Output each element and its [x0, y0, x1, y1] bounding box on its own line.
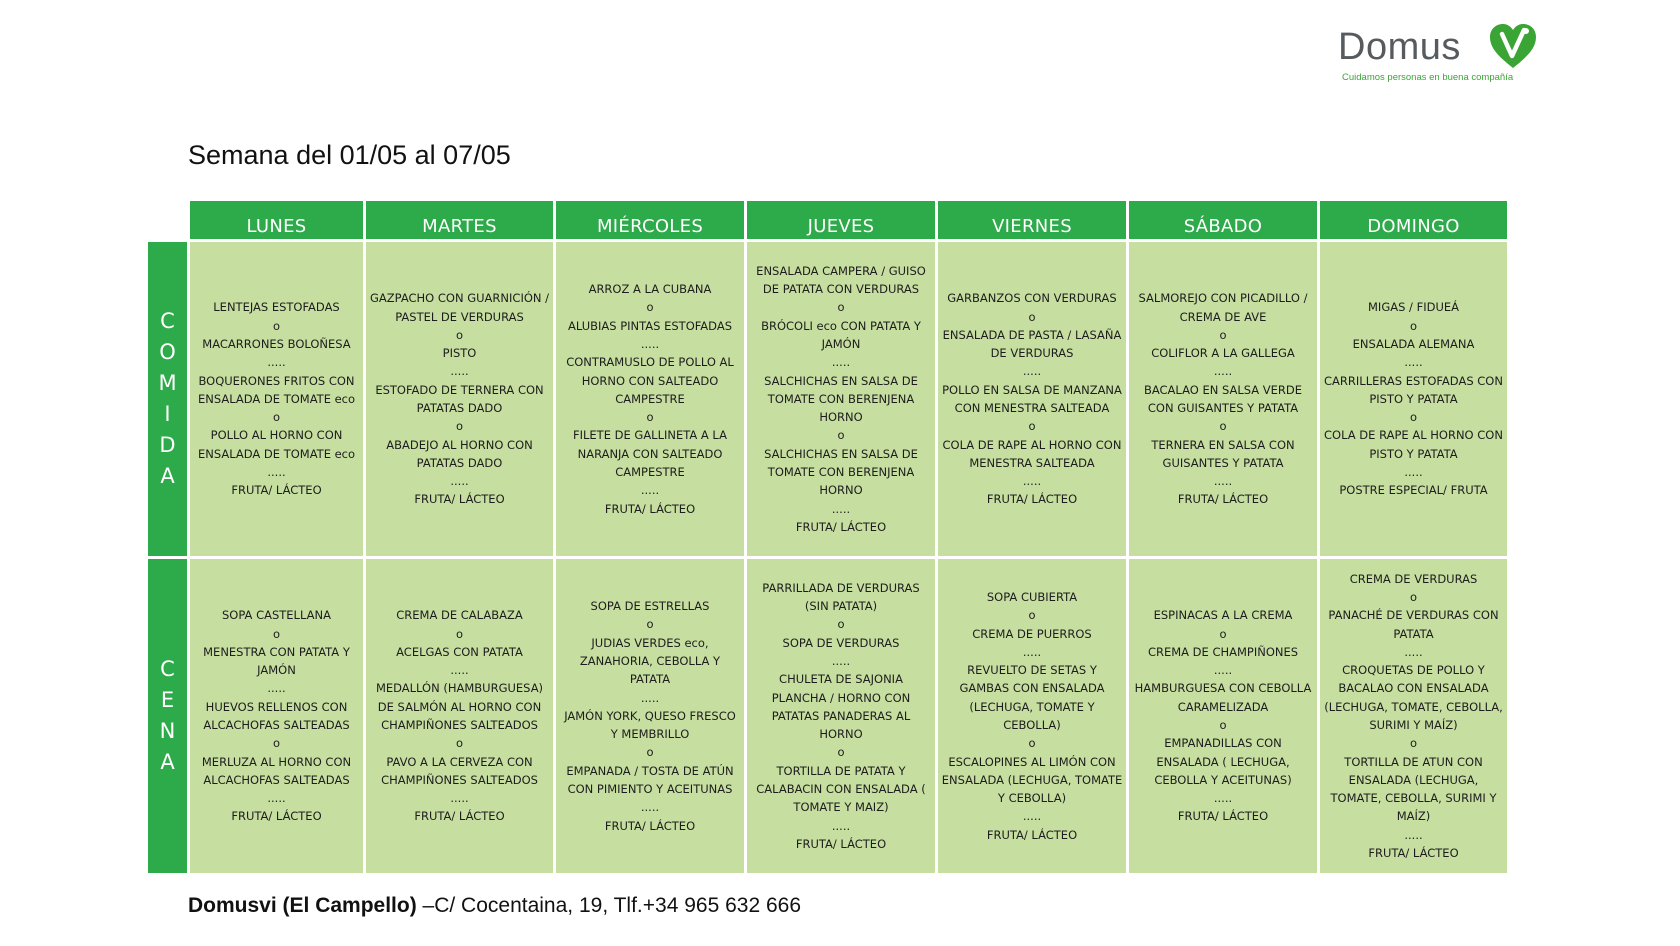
dish-line: FRUTA/ LÁCTEO — [414, 809, 505, 824]
dish-line: FRUTA/ LÁCTEO — [1177, 809, 1269, 824]
dish-line: o — [837, 300, 845, 315]
dish-line: FRUTA/ LÁCTEO — [604, 818, 696, 833]
meal-label-letter: E — [160, 688, 175, 712]
dish-line: SALCHICHAS EN SALSA DE TOMATE CON BERENJENA HORNO — [764, 446, 918, 498]
dish-line: GAZPACHO CON GUARNICIÓN / PASTEL DE VERDURAS — [369, 291, 550, 324]
dish-line: POLLO EN SALSA DE MANZANA CON MENESTRA SALTEADA — [942, 382, 1122, 415]
dish-line: o — [455, 327, 464, 342]
dish-line: ..... — [640, 336, 660, 351]
dish-line: o — [1028, 736, 1036, 751]
logo-tagline: Cuidamos personas en buena compañía — [1342, 72, 1514, 83]
dish-line: ..... — [450, 791, 469, 806]
dish-line: ALUBIAS PINTAS ESTOFADAS — [568, 318, 732, 333]
dish-line: ..... — [831, 653, 851, 668]
meal-label-letter: C — [160, 309, 175, 333]
dish-line: SALMOREJO CON PICADILLO / CREMA DE AVE — [1138, 291, 1308, 324]
footer-center-name: Domusvi (El Campello) — [188, 894, 417, 917]
dish-line: ..... — [1404, 465, 1423, 480]
dish-line: o — [646, 745, 654, 760]
dish-line: CREMA DE CALABAZA — [396, 608, 523, 623]
dish-line: ..... — [1022, 474, 1042, 489]
dish-line: o — [837, 617, 845, 632]
day-header-4: VIERNES — [937, 200, 1128, 241]
dish-line: POLLO AL HORNO CON ENSALADA DE TOMATE eco — [197, 428, 356, 461]
dish-line: ..... — [450, 663, 469, 678]
heart-logo-icon — [1488, 22, 1538, 70]
dish-line: EMPANADA / TOSTA DE ATÚN CON PIMIENTO Y ACEITUNAS — [566, 763, 734, 797]
dish-line: ..... — [267, 465, 286, 480]
dish-line: FILETE DE GALLINETA A LA NARANJA CON SALTEADO CAMPESTRE — [573, 428, 727, 480]
dish-line: o — [1219, 419, 1227, 434]
dish-line: MIGAS / FIDUEÁ — [1368, 300, 1459, 315]
dish-line: o — [272, 626, 281, 641]
dish-line: ..... — [831, 818, 851, 833]
dish-line: TERNERA EN SALSA CON GUISANTES Y PATATA — [1151, 437, 1295, 470]
dish-line: o — [1409, 736, 1418, 751]
dish-line: MENESTRA CON PATATA Y JAMÓN — [203, 644, 350, 678]
footer-address — [188, 894, 801, 918]
dish-line: o — [455, 419, 464, 434]
dish-line: COLA DE RAPE AL HORNO CON PISTO Y PATATA — [1324, 428, 1503, 461]
dish-line: TORTILLA DE ATUN CON ENSALADA (LECHUGA, TOMATE, CEBOLLA, SURIMI Y MAÍZ) — [1330, 754, 1497, 824]
dish-line: CREMA DE CHAMPIÑONES — [1147, 644, 1299, 659]
menu-cell — [365, 241, 555, 558]
day-header-5: SÁBADO — [1128, 200, 1319, 241]
dish-line: FRUTA/ LÁCTEO — [986, 492, 1078, 507]
dish-line: TORTILLA DE PATATA Y CALABACIN CON ENSALADA ( TOMATE Y MAIZ) — [756, 763, 926, 815]
dish-line: ..... — [450, 474, 469, 489]
dish-line: o — [646, 300, 654, 315]
dish-line: BOQUERONES FRITOS CON ENSALADA DE TOMATE eco — [197, 373, 356, 406]
meal-row-1 — [147, 558, 1509, 875]
dish-line: PANACHÉ DE VERDURAS CON PATATA — [1328, 608, 1499, 641]
dish-line: FRUTA/ LÁCTEO — [231, 809, 322, 824]
dish-line: o — [1028, 419, 1036, 434]
dish-line: o — [837, 745, 845, 760]
dish-line: SOPA DE VERDURAS — [782, 635, 900, 650]
dish-line: ..... — [267, 681, 286, 696]
dish-line: ..... — [450, 364, 469, 379]
dish-line: SOPA CASTELLANA — [222, 608, 331, 623]
dish-line: ESCALOPINES AL LIMÓN CON ENSALADA (LECHUGA, TOMATE Y CEBOLLA) — [941, 754, 1123, 806]
dish-line: ..... — [1213, 663, 1233, 678]
dish-line: o — [1219, 626, 1227, 641]
dish-line: SALCHICHAS EN SALSA DE TOMATE CON BERENJENA HORNO — [764, 373, 918, 425]
menu-cell — [189, 241, 365, 558]
dish-line: o — [1219, 327, 1227, 342]
dish-line: ..... — [640, 690, 660, 705]
dish-line: COLIFLOR A LA GALLEGA — [1151, 346, 1295, 361]
dish-line: CREMA DE PUERROS — [972, 626, 1092, 641]
dish-line: o — [1409, 410, 1418, 425]
dish-line: SOPA DE ESTRELLAS — [590, 599, 710, 614]
dish-line: ..... — [1213, 474, 1233, 489]
dish-line: ABADEJO AL HORNO CON PATATAS DADO — [386, 437, 533, 470]
dish-line: PARRILLADA DE VERDURAS (SIN PATATA) — [762, 580, 920, 614]
dish-line: BACALAO EN SALSA VERDE CON GUISANTES Y PATATA — [1143, 382, 1303, 415]
dish-line: HAMBURGUESA CON CEBOLLA CARAMELIZADA — [1134, 681, 1312, 714]
menu-cell — [1128, 558, 1319, 875]
day-header-2: MIÉRCOLES — [555, 200, 746, 241]
day-header-row — [147, 200, 1509, 241]
menu-cell — [189, 558, 365, 875]
dish-line: POSTRE ESPECIAL/ FRUTA — [1339, 483, 1488, 498]
dish-line: ARROZ A LA CUBANA — [588, 282, 712, 297]
menu-cell — [555, 558, 746, 875]
menu-cell — [746, 241, 937, 558]
dish-line: ..... — [1022, 644, 1042, 659]
footer-address-text: –C/ Cocentaina, 19, Tlf.+34 965 632 666 — [416, 894, 802, 917]
dish-line: o — [1219, 718, 1227, 732]
dish-line: ..... — [1404, 827, 1423, 842]
day-header-6: DOMINGO — [1319, 200, 1509, 241]
dish-line: ENSALADA DE PASTA / LASAÑA DE VERDURAS — [942, 327, 1122, 361]
dish-line: o — [1409, 318, 1418, 333]
meal-label-letter: A — [160, 750, 175, 774]
dish-line: FRUTA/ LÁCTEO — [795, 836, 887, 851]
meal-label-letter: N — [159, 719, 176, 743]
meal-label-letter: I — [164, 402, 171, 426]
meal-label-letter: O — [159, 340, 176, 364]
dish-line: o — [837, 428, 845, 443]
dish-line: ESTOFADO DE TERNERA CON PATATAS DADO — [375, 382, 544, 415]
dish-line: ..... — [831, 501, 851, 516]
dish-line: FRUTA/ LÁCTEO — [604, 501, 696, 516]
dish-line: ..... — [267, 791, 286, 806]
dish-line: REVUELTO DE SETAS Y GAMBAS CON ENSALADA (LECHUGA, TOMATE Y CEBOLLA) — [959, 663, 1105, 732]
dish-line: o — [272, 410, 281, 425]
dish-line: ..... — [1213, 364, 1233, 379]
table-corner — [147, 200, 189, 241]
dish-line: CREMA DE VERDURAS — [1349, 571, 1478, 586]
dish-line: o — [1028, 608, 1036, 623]
weekly-menu-table — [145, 198, 1510, 876]
dish-line: o — [646, 410, 654, 425]
dish-line: ..... — [640, 800, 660, 815]
dish-line: ..... — [640, 483, 660, 498]
dish-line: CARRILLERAS ESTOFADAS CON PISTO Y PATATA — [1324, 373, 1503, 406]
dish-line: PISTO — [442, 346, 477, 361]
dish-line: ..... — [1404, 644, 1423, 659]
meal-label-letter: M — [158, 371, 177, 395]
menu-cell — [365, 558, 555, 875]
dish-line: JAMÓN YORK, QUESO FRESCO Y MEMBRILLO — [564, 708, 736, 742]
menu-cell — [555, 241, 746, 558]
dish-line: ..... — [1022, 364, 1042, 379]
dish-line: GARBANZOS CON VERDURAS — [947, 291, 1117, 306]
dish-line: CHULETA DE SAJONIA PLANCHA / HORNO CON PATATAS PANADERAS AL HORNO — [771, 672, 911, 742]
dish-line: PAVO A LA CERVEZA CON CHAMPIÑONES SALTEADOS — [381, 754, 538, 787]
menu-cell — [937, 241, 1128, 558]
dish-line: MACARRONES BOLOÑESA — [202, 336, 351, 351]
dish-line: ..... — [1022, 809, 1042, 824]
dish-line: LENTEJAS ESTOFADAS — [213, 300, 340, 315]
dish-line: MEDALLÓN (HAMBURGUESA) DE SALMÓN AL HORNO CON CHAMPIÑONES SALTEADOS — [375, 681, 544, 732]
meal-label-0 — [147, 241, 189, 558]
menu-cell — [1319, 558, 1509, 875]
dish-line: JUDIAS VERDES eco, ZANAHORIA, CEBOLLA Y PATATA — [579, 635, 721, 687]
dish-line: FRUTA/ LÁCTEO — [231, 483, 322, 498]
dish-line: FRUTA/ LÁCTEO — [986, 827, 1078, 842]
menu-cell — [937, 558, 1128, 875]
dish-line: ENSALADA CAMPERA / GUISO DE PATATA CON VERDURAS — [756, 263, 926, 297]
dish-line: ..... — [267, 355, 286, 370]
dish-line: EMPANADILLAS CON ENSALADA ( LECHUGA, CEBOLLA Y ACEITUNAS) — [1154, 736, 1292, 787]
domusvi-logo — [1338, 20, 1558, 90]
dish-line: o — [272, 736, 281, 751]
dish-line: FRUTA/ LÁCTEO — [795, 519, 887, 534]
dish-line: ..... — [1213, 791, 1233, 806]
meal-row-0 — [147, 241, 1509, 558]
dish-line: o — [272, 318, 281, 333]
dish-line: ACELGAS CON PATATA — [396, 644, 523, 659]
dish-line: ENSALADA ALEMANA — [1352, 336, 1475, 351]
meal-label-letter: A — [160, 464, 175, 488]
day-header-1: MARTES — [365, 200, 555, 241]
meal-label-letter: D — [159, 433, 176, 457]
dish-line: HUEVOS RELLENOS CON ALCACHOFAS SALTEADAS — [203, 699, 350, 732]
meal-label-letter: C — [160, 657, 175, 681]
dish-line: ESPINACAS A LA CREMA — [1153, 608, 1293, 623]
dish-line: COLA DE RAPE AL HORNO CON MENESTRA SALTEADA — [942, 437, 1122, 470]
day-header-0: LUNES — [189, 200, 365, 241]
menu-cell — [746, 558, 937, 875]
dish-line: ..... — [1404, 355, 1423, 370]
dish-line: o — [455, 626, 464, 641]
dish-line: o — [1028, 309, 1036, 324]
menu-cell — [1128, 241, 1319, 558]
dish-line: CROQUETAS DE POLLO Y BACALAO CON ENSALADA (LECHUGA, TOMATE, CEBOLLA, SURIMI Y MAÍZ) — [1324, 663, 1503, 732]
logo-wordmark: Domus — [1338, 26, 1461, 68]
day-header-3: JUEVES — [746, 200, 937, 241]
dish-line: FRUTA/ LÁCTEO — [414, 492, 505, 507]
dish-line: FRUTA/ LÁCTEO — [1368, 846, 1459, 861]
dish-line: ..... — [831, 355, 851, 370]
dish-line: MERLUZA AL HORNO CON ALCACHOFAS SALTEADAS — [201, 754, 352, 787]
dish-line: o — [455, 736, 464, 751]
dish-line: BRÓCOLI eco CON PATATA Y JAMÓN — [761, 318, 921, 351]
dish-line: o — [1409, 589, 1418, 604]
page-title: Semana del 01/05 al 07/05 — [188, 140, 511, 170]
dish-line: o — [646, 617, 654, 632]
meal-label-1 — [147, 558, 189, 875]
dish-line: CONTRAMUSLO DE POLLO AL HORNO CON SALTEADO CAMPESTRE — [566, 355, 734, 406]
menu-cell — [1319, 241, 1509, 558]
dish-line: SOPA CUBIERTA — [986, 589, 1078, 604]
dish-line: FRUTA/ LÁCTEO — [1177, 492, 1269, 507]
